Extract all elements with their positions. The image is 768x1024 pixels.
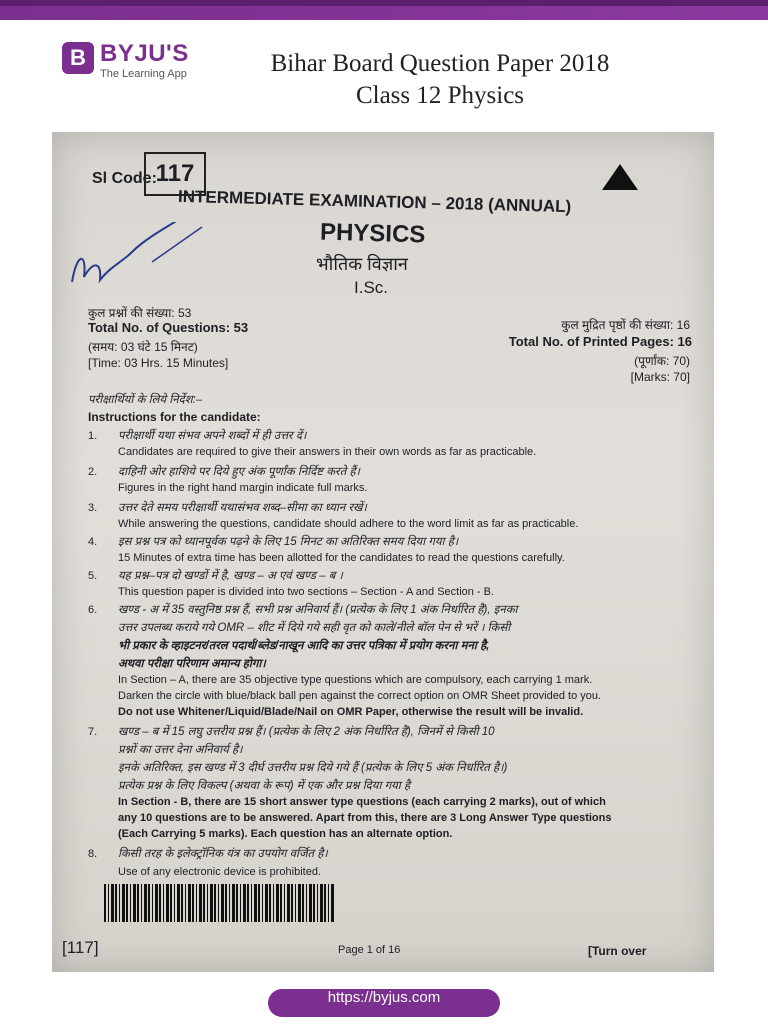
item-hindi: परीक्षार्थी यथा संभव अपने शब्दों में ही उत्तर दें।: [118, 430, 307, 442]
byjus-logo: [62, 42, 202, 84]
item-text: (Each Carrying 5 marks). Each question has an alternate option.: [118, 828, 453, 840]
item-number: 3.: [88, 502, 98, 514]
item-hindi: किसी तरह के इलेक्ट्रॉनिक यंत्र का उपयोग वर्जित है।: [118, 848, 328, 860]
item-text: Use of any electronic device is prohibited.: [118, 866, 321, 878]
page-number: Page 1 of 16: [338, 944, 401, 956]
item-text: any 10 questions are to be answered. Apart from this, there are 3 Long Answer Type questions: [118, 812, 612, 824]
instructions-hindi: परीक्षार्थियों के लिये निर्देश:–: [88, 394, 203, 406]
item-hindi: खण्ड - अ में 35 वस्तुनिष्ठ प्रश्न हैं, सभी प्रश्न अनिवार्य हैं। (प्रत्येक के लिए 1 अंक निर्धारित है), इनका: [118, 604, 518, 616]
footer-code: [117]: [62, 938, 99, 957]
question-paper-photo: [52, 132, 714, 972]
instructions-heading: Instructions for the candidate:: [88, 410, 261, 424]
item-number: 5.: [88, 570, 98, 582]
item-text: Candidates are required to give their answers in their own words as far as practicable.: [118, 446, 537, 458]
barcode: [104, 884, 334, 922]
time-hindi: (समय: 03 घंटे 15 मिनट): [88, 340, 198, 354]
item-text: Figures in the right hand margin indicate full marks.: [118, 482, 368, 494]
sl-code-label: Sl Code:: [92, 170, 157, 187]
stream-label: I.Sc.: [354, 278, 389, 297]
subject-title: PHYSICS: [319, 218, 426, 249]
logo-tagline: The Learning App: [100, 68, 187, 80]
page-title: Bihar Board Question Paper 2018: [270, 50, 610, 77]
exam-title: INTERMEDIATE EXAMINATION – 2018 (ANNUAL): [177, 186, 572, 217]
item-number: 7.: [88, 726, 98, 738]
item-hindi: भी प्रकार के व्हाइटनर/तरल पदार्थ/ब्लेड/नाखून आदि का उत्तर पत्रिका में प्रयोग करना मना है,: [118, 640, 490, 652]
item-hindi: अथवा परीक्षा परिणाम अमान्य होगा।: [118, 658, 266, 670]
item-hindi: दाहिनी ओर हाशिये पर दिये हुए अंक पूर्णांक निर्दिष्ट करते हैं।: [118, 466, 360, 478]
item-number: 8.: [88, 848, 98, 860]
triangle-icon: [602, 164, 638, 190]
item-hindi: प्रश्नों का उत्तर देना अनिवार्य है।: [118, 744, 243, 756]
handwritten-signature: [62, 222, 212, 302]
subject-hindi: भौतिक विज्ञान: [316, 254, 408, 274]
pages-hindi: कुल मुद्रित पृष्ठों की संख्या: 16: [561, 318, 690, 332]
item-number: 2.: [88, 466, 98, 478]
item-hindi: उत्तर देते समय परीक्षार्थी यथासंभव शब्द–सीमा का ध्यान रखें।: [118, 502, 367, 514]
marks-hindi: (पूर्णांक: 70): [634, 354, 690, 368]
item-number: 6.: [88, 604, 98, 616]
item-text: Do not use Whitener/Liquid/Blade/Nail on OMR Paper, otherwise the result will be invalid.: [118, 706, 584, 718]
item-hindi: इस प्रश्न पत्र को ध्यानपूर्वक पढ़ने के लिए 15 मिनट का अतिरिक्त समय दिया गया है।: [118, 536, 459, 548]
questions-count: Total No. of Questions: 53: [88, 320, 249, 335]
item-text: While answering the questions, candidate should adhere to the word limit as far as practicable.: [118, 518, 579, 530]
top-banner: [0, 0, 768, 20]
item-text: 15 Minutes of extra time has been allotted for the candidates to read the questions carefully.: [118, 552, 565, 564]
item-number: 4.: [88, 536, 98, 548]
turn-over: [Turn over: [588, 944, 647, 958]
item-text: This question paper is divided into two sections – Section - A and Section - B.: [118, 586, 495, 598]
item-text: Darken the circle with blue/black ball pen against the correct option on OMR Sheet provided to you.: [118, 690, 602, 702]
item-hindi: उत्तर उपलब्ध कराये गये OMR – शीट में दिये गये सही वृत को काले/नीले बॉल पेन से भरें । किसी: [118, 622, 511, 634]
item-hindi: प्रत्येक प्रश्न के लिए विकल्प (अथवा के रूप) में एक और प्रश्न दिया गया है: [118, 780, 411, 792]
item-hindi: यह प्रश्न–पत्र दो खण्डों में है, खण्ड – अ एवं खण्ड – ब ।: [118, 570, 343, 582]
logo-name: BYJU'S: [100, 40, 189, 67]
footer-url-link[interactable]: https://byjus.com: [268, 989, 500, 1017]
pages-count: Total No. of Printed Pages: 16: [508, 334, 692, 349]
item-text: In Section - B, there are 15 short answer type questions (each carrying 2 marks), out of which: [118, 796, 606, 808]
marks-total: [Marks: 70]: [630, 370, 690, 384]
time-limit: [Time: 03 Hrs. 15 Minutes]: [88, 356, 229, 370]
item-hindi: खण्ड – ब में 15 लघु उत्तरीय प्रश्न हैं। (प्रत्येक के लिए 2 अंक निर्धारित है), जिनमें से किसी 10: [118, 726, 495, 738]
item-number: 1.: [88, 430, 98, 442]
sl-code-box: 117: [144, 152, 206, 196]
page-subtitle: Class 12 Physics: [355, 82, 525, 109]
logo-mark: B: [62, 42, 94, 74]
questions-hindi: कुल प्रश्नों की संख्या: 53: [88, 306, 192, 320]
item-text: In Section – A, there are 35 objective type questions which are compulsory, each carrying 1 mark.: [118, 674, 593, 686]
item-hindi: इनके अतिरिक्त, इस खण्ड में 3 दीर्घ उत्तरीय प्रश्न दिये गये हैं (प्रत्येक के लिए 5 अंक निर्धारित है।): [118, 762, 508, 774]
